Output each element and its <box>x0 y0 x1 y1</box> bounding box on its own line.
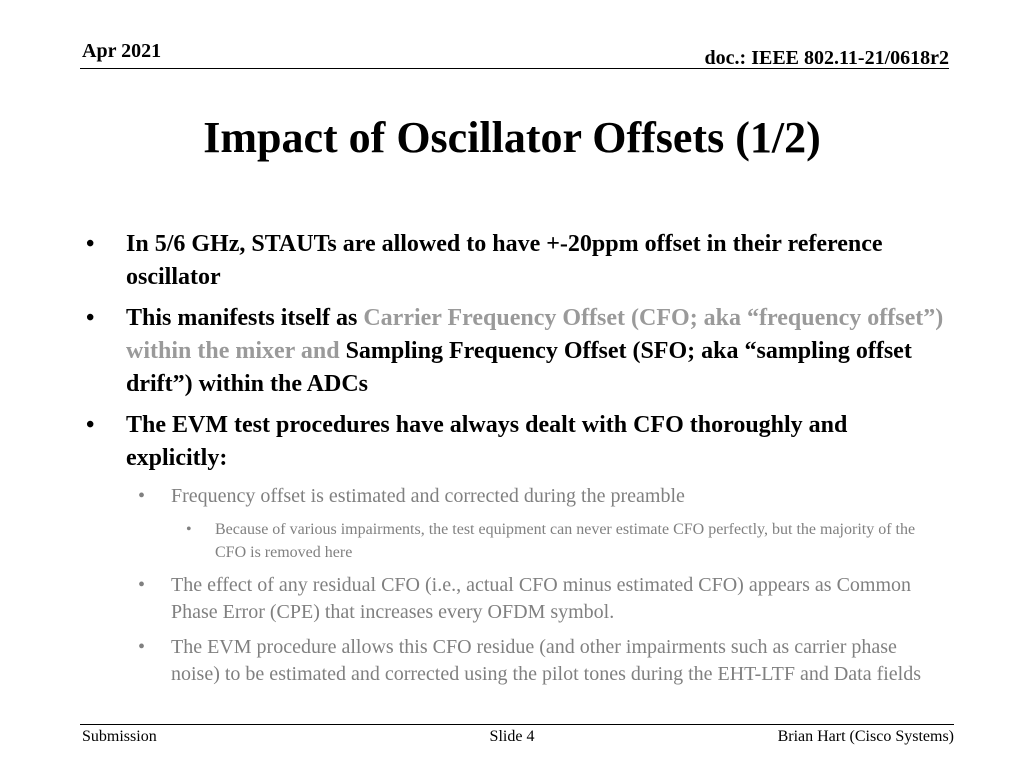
bullet-2 <box>86 302 946 401</box>
bullet-icon: • <box>138 636 146 658</box>
bullet-icon: • <box>86 305 95 331</box>
bullet-3-3-text: The EVM procedure allows this CFO residue (and other impairments such as carrier phase noise) to be estimated and corrected using the pilot tones during the EHT-LTF and Data fields <box>171 636 922 685</box>
footer-author: Brian Hart (Cisco Systems) <box>777 728 954 745</box>
bullet-3-1-text: Frequency offset is estimated and corrected during the preamble <box>171 485 685 507</box>
bullet-2-text-part3: Sampling Frequency Offset (SFO; aka “sampling offset drift”) within the ADCs <box>126 338 912 397</box>
bullet-3-2 <box>86 572 946 626</box>
bullet-3-1-1 <box>86 518 946 564</box>
bullet-1 <box>86 228 946 294</box>
bullet-1-text: In 5/6 GHz, STAUTs are allowed to have +-20ppm offset in their reference oscillator <box>126 231 883 290</box>
bullet-icon: • <box>86 231 95 257</box>
bullet-3-1-1-text: Because of various impairments, the test equipment can never estimate CFO perfectly, but the majority of the CFO is removed here <box>215 521 916 561</box>
bullet-3-2-text: The effect of any residual CFO (i.e., actual CFO minus estimated CFO) appears as Common Phase Error (CPE) that increases every OFDM symbol. <box>171 574 912 623</box>
bullet-2-text-part1: This manifests itself as <box>126 305 364 331</box>
bullet-3-1 <box>86 483 946 510</box>
header-divider <box>80 68 949 69</box>
bullet-icon: • <box>138 574 146 596</box>
slide-body <box>86 228 946 696</box>
bullet-icon: • <box>138 485 146 507</box>
slide-title: Impact of Oscillator Offsets (1/2) <box>203 113 821 162</box>
header-doc-id: doc.: IEEE 802.11-21/0618r2 <box>704 47 949 69</box>
bullet-3-3 <box>86 634 946 688</box>
bullet-icon: • <box>86 412 95 438</box>
bullet-3-text: The EVM test procedures have always dealt with CFO thoroughly and explicitly: <box>126 412 848 471</box>
bullet-icon: • <box>186 521 192 538</box>
footer-slide-number: Slide 4 <box>489 728 535 745</box>
bullet-2-text-highlight: Carrier Frequency Offset (CFO; aka “frequency offset”) within the mixer and <box>126 305 944 364</box>
footer-submission: Submission <box>82 728 157 745</box>
bullet-3 <box>86 409 946 475</box>
footer-divider <box>80 724 954 725</box>
header-date: Apr 2021 <box>82 40 162 62</box>
